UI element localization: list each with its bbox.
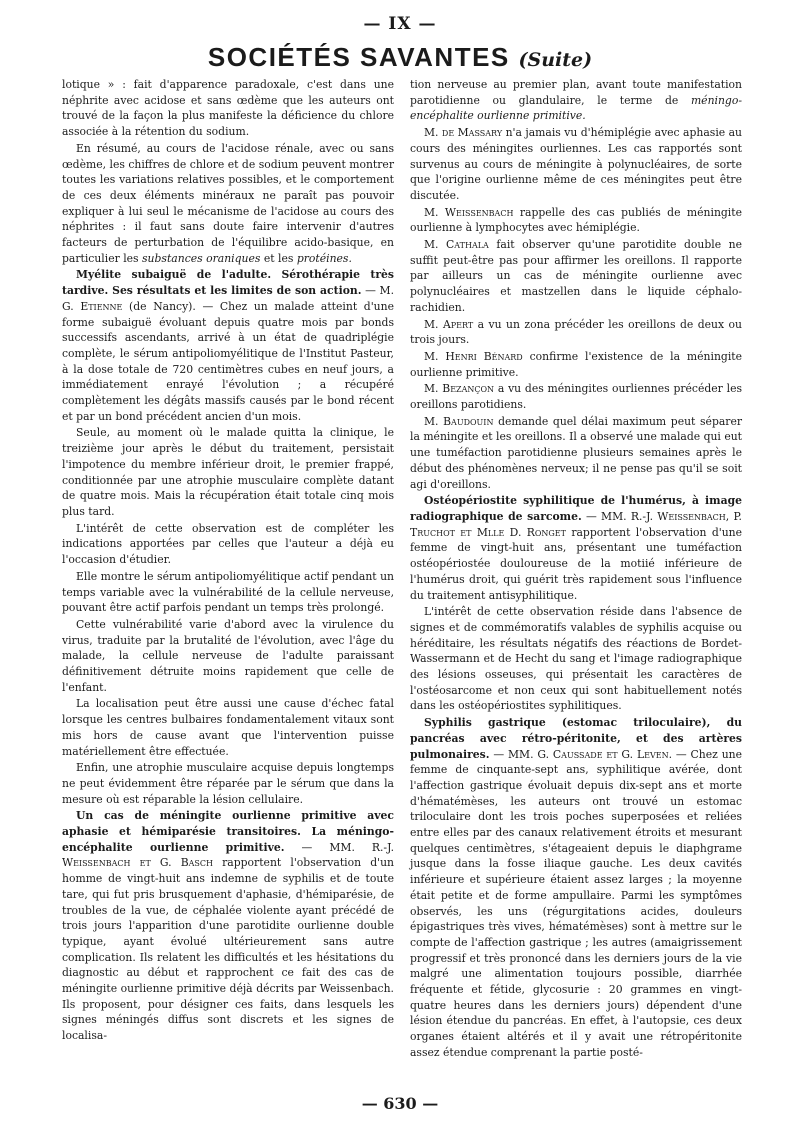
discussion: M. de Massary n'a jamais vu d'hémiplégie avec aphasie au cours des méningites ourliennes. Les cas rapportés sont survenus au cours de méningite à polynucléaires, de sorte que l'origine ourlienne même de ces méningites peut être discutée. [410,126,742,202]
article-author: — MM. R.-J. Weissenbach et G. Basch [62,840,395,870]
paragraph: La localisation peut être aussi une cause d'échec fatal lorsque les centres bulbaires fondamentalement vitaux sont mis hors de cause avant que l'intervention puisse matériellement être effectuée. [62,697,394,758]
discussion: M. Weissenbach rappelle des cas publiés de méningite ourlienne à lymphocytes avec hémiplégie. [410,205,742,235]
article-meningite: Un cas de méningite ourlienne primitive avec aphasie et hémiparésie transitoires. La méningo-encéphalite ourlienne primitive. — MM. R.-J. Weissenbach et G. Basch rapportent l'observation d'un homme de vingt-huit ans indemne de syphilis et de toute tare, qui fut pris brusquement d'aphasie, d'hémiparésie, de troubles de la vue, de céphalée violente ayant précédé de trois jours l'apparition d'une parotidite ourlienne double typique, ayant évolué ultérieurement sans autre complication. Ils relatent les difficultés et les hésitations du diagnostic au début et rapprochent ce fait des cas de méningite ourlienne primitive déjà décrits par Weissenbach. Ils proposent, pour désigner ces faits, dans lesquels les signes méningés diffus sont discrets et les signes de localisa- [62,809,395,1043]
discussion: M. Baudouin demande quel délai maximum peut séparer la méningite et les oreillons. Il a observé une malade qui eut une tuméfaction parotidienne plusieurs semaines après le début des phénomènes nerveux; il ne pense pas qu'il se soit agi d'oreillons. [410,414,743,491]
discussion: M. Cathala fait observer qu'une parotidite double ne suffit peut-être pas pour affirmer les oreillons. Il rapporte par ailleurs un cas de méningite ourlienne avec polynucléaires et mastzellen dans le liquide céphalo-rachidien. [410,238,743,314]
paragraph: Elle montre le sérum antipoliomyélitique actif pendant un temps variable avec la vulnérabilité de la cellule nerveuse, pouvant être actif parfois pendant un temps très prolongé. [62,569,394,615]
paragraph: Cette vulnérabilité varie d'abord avec la virulence du virus, traduite par la brutalité de l'évolution, avec l'âge du malade, la cellule nerveuse de l'adulte paraissant définitivement détruite moins rapidement que celle de l'enfant. [62,617,394,694]
article-title: Syphilis gastrique (estomac triloculaire), du pancréas avec rétro-péritonite, et des artères pulmonaires. [410,716,742,761]
left-column [62,77,394,1044]
paragraph: L'intérêt de cette observation est de compléter les indications apportées par celles que l'auteur a déjà eu l'occasion d'étudier. [62,521,394,567]
paragraph: L'intérêt de cette observation réside dans l'absence de signes et de commémoratifs valables de syphilis acquise ou héréditaire, les résultats négatifs des réactions de Bordet-Wassermann et de Hecht du sang et l'image radiographique des lésions osseuses, qui présentait les caractères de l'ostéosarcome et non ceux qui sont habituellement notés dans les ostéopériostites syphilitiques. [410,605,742,713]
paragraph: tion nerveuse au premier plan, avant toute manifestation parotidienne ou glandulaire, le terme de méningo-encéphalite ourlienne primitive. [410,78,742,123]
article-myelite: Myélite subaiguë de l'adulte. Sérothérapie très tardive. Ses résultats et les limites de son action. — M. G. Etienne (de Nancy). — Chez un malade atteint d'une forme subaiguë évoluant depuis quatre mois par bonds successifs ascendants, arrivé à un état de quadriplégie complète, le sérum antipoliomyélitique de l'Institut Pasteur, à la dose totale de 720 centimètres cubes en neuf jours, a immédiatement enrayé l'évolution ; a récupéré complètement les dégâts massifs causés par le bond récent et par un bond précédent ancien d'un mois. [62,268,394,423]
article-title: Ostéopériostite syphilitique de l'humérus, à image radiographique de sarcome. [410,494,742,523]
section-header [0,42,800,73]
paragraph: lotique » : fait d'apparence paradoxale, c'est dans une néphrite avec acidose et sans œdème que les auteurs ont trouvé de la façon la plus manifeste la déficience du chlore associée à la rétention du sodium. [62,78,394,139]
right-column [410,77,742,1061]
paragraph: Enfin, une atrophie musculaire acquise depuis longtemps ne peut évidemment être réparée par le sérum que dans la mesure où est réparable la lésion cellulaire. [62,761,394,806]
folio: — IX — [363,14,437,34]
header-suite: (Suite) [518,49,593,71]
paragraph: Seule, au moment où le malade quitta la clinique, le treizième jour après le début du traitement, persistait l'impotence du membre inférieur droit, le premier frappé, conditionnée par une atrophie musculaire complète datant de quatre mois. Mais la récupération était totale cinq mois plus tard. [62,426,394,518]
article-syphilis-gastrique: Syphilis gastrique (estomac triloculaire), du pancréas avec rétro-péritonite, et des artères pulmonaires. — MM. G. Caussade et G. Leven. — Chez une femme de cinquante-sept ans, syphilitique avérée, dont l'affection gastrique évoluait depuis dix-sept ans et morte d'hématémèses, les auteurs ont trouvé un estomac triloculaire dont les trois poches superposées et reliées entre elles par des canaux relativement étroits et mesurant quelques centimètres, s'étageaient depuis le diaphgrame jusque dans la fosse iliaque gauche. Les deux cavités inférieure et supérieure étaient assez larges ; la moyenne était petite et de forme ampullaire. Parmi les symptômes observés, les uns (régurgitations acides, douleurs épigastriques très vives, hématémèses) sont à mettre sur le compte de l'affection gastrique ; les autres (amaigrissement progressif et très prononcé dans les derniers jours de la vie malgré une alimentation toujours possible, diarrhée fréquente et fétide, glycosurie : 20 grammes en vingt-quatre heures dans les derniers jours) dépendent d'une lésion étendue du pancréas. En effet, à l'autopsie, ces deux organes étaient altérés et il y avait une rétropéritonite assez étendue comprenant la partie posté- [410,716,742,1059]
article-title: Un cas de méningite ourlienne primitive avec aphasie et hémiparésie transitoires. La méningo-encéphalite ourlienne primitive. [62,809,394,854]
discussion: M. Apert a vu un zona précéder les oreillons de deux ou trois jours. [410,317,742,347]
discussion: M. Henri Bénard confirme l'existence de la méningite ourlienne primitive. [410,349,742,379]
article-author: — MM. R.-J. Weissenbach, P. Truchot et Mlle D. Ronget [410,509,742,539]
article-osteoperiostite: Ostéopériostite syphilitique de l'humérus, à image radiographique de sarcome. — MM. R.-J. Weissenbach, P. Truchot et Mlle D. Ronget rapportent l'observation d'une femme de vingt-huit ans, présentant une tuméfaction ostéopériostée douloureuse de la motiié inférieure de l'humérus droit, qui guérit très rapidement sous l'influence du traitement antisyphilitique. [410,494,742,602]
discussion: M. Bezançon a vu des méningites ourliennes précéder les oreillons parotidiens. [410,382,742,412]
page-number: — 630 — [361,1094,439,1113]
paragraph: En résumé, au cours de l'acidose rénale, avec ou sans œdème, les chiffres de chlore et de sodium peuvent montrer toutes les variations relatives possibles, et le comportement de ces deux éléments minéraux ne paraît pas pouvoir expliquer à lui seul le mécanisme de l'acidose au cours des néphrites : il faut sans doute faire intervenir d'autres facteurs de perturbation de l'équilibre acido-basique, en particulier les substances oraniques et les protéines. [62,141,394,265]
article-author: — M. G. Etienne [62,284,394,313]
header-title: SOCIÉTÉS SAVANTES [207,42,510,72]
article-author: — MM. G. Caussade et G. Leven. [493,747,673,761]
article-title: Myélite subaiguë de l'adulte. Sérothérapie très tardive. Ses résultats et les limites de son action. [62,268,394,298]
